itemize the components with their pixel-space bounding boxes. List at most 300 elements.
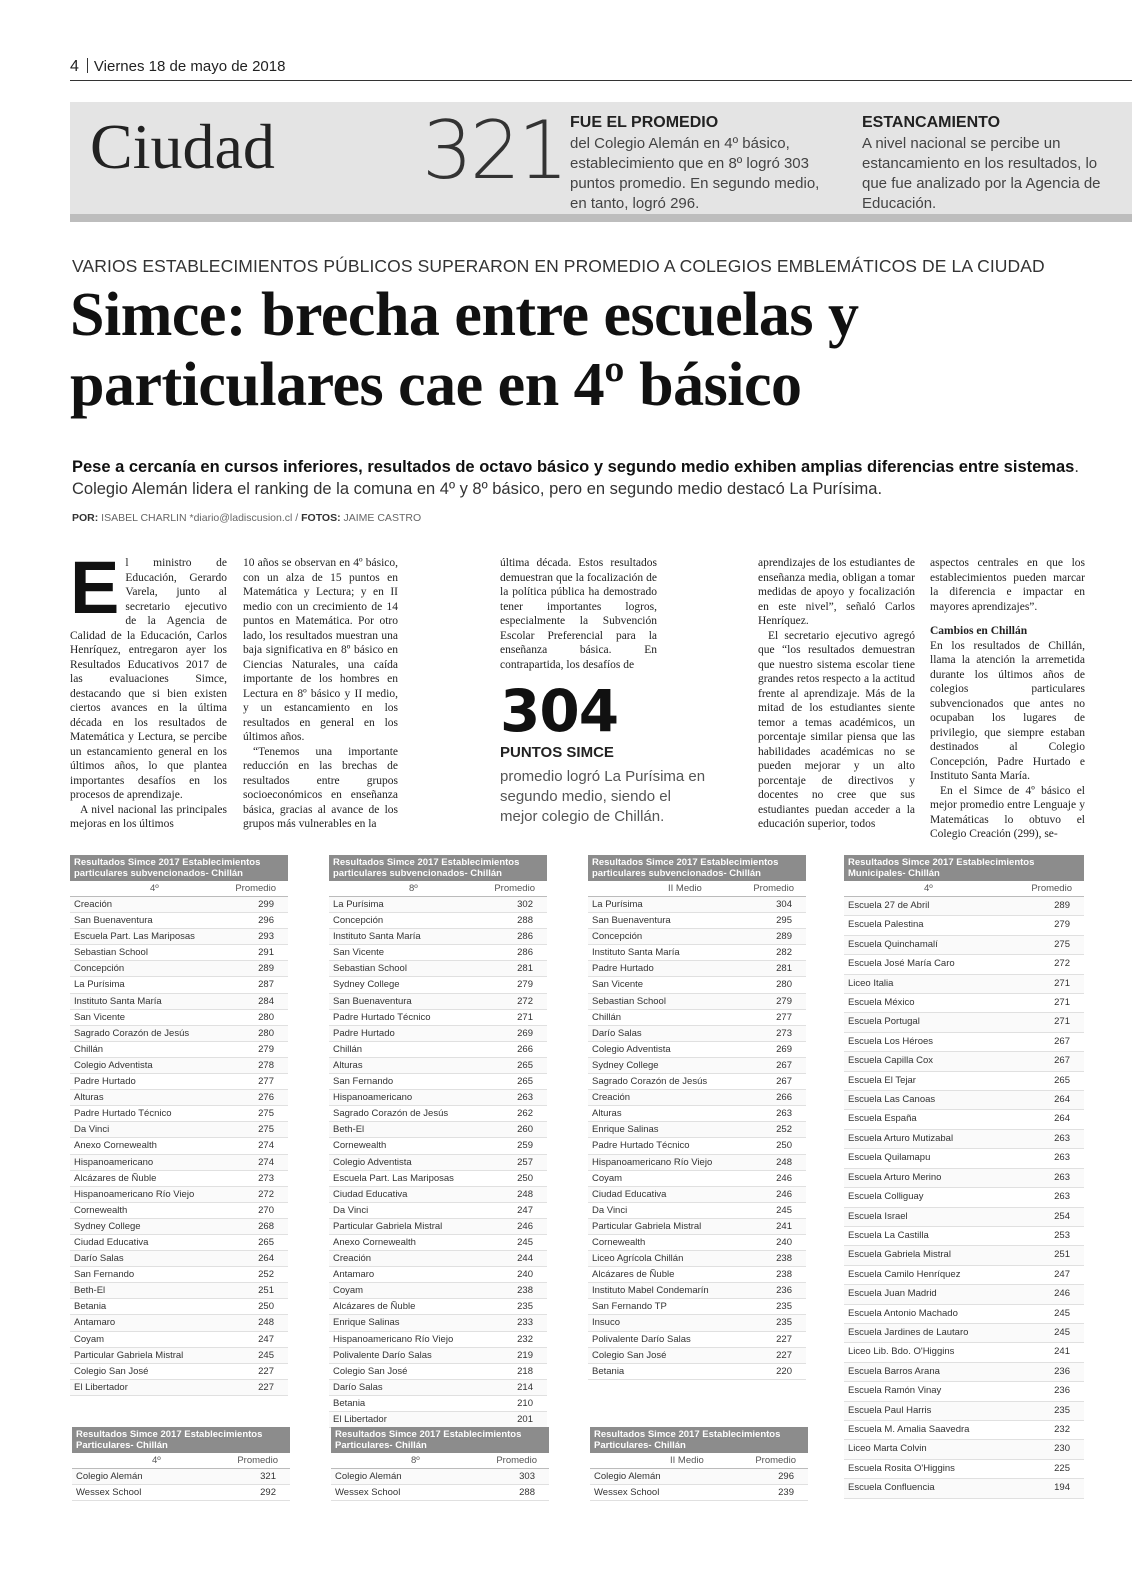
table-row: [329, 1058, 547, 1074]
school-name: Colegio San José: [333, 1365, 408, 1377]
score-value: 233: [517, 1317, 533, 1329]
school-name: El Libertador: [333, 1414, 387, 1425]
score-value: 253: [1054, 1229, 1070, 1241]
score-value: 257: [517, 1156, 533, 1168]
table-row: [844, 1382, 1084, 1401]
school-name: Antamaro: [74, 1317, 116, 1329]
school-name: Chillán: [333, 1043, 363, 1055]
column-header-average: Promedio: [496, 1455, 537, 1466]
school-name: Alcázares de Ñuble: [74, 1172, 157, 1184]
school-name: Betania: [74, 1301, 107, 1313]
score-value: 250: [517, 1172, 533, 1184]
score-value: 289: [1054, 900, 1070, 911]
table-row: [844, 955, 1084, 974]
score-value: 280: [258, 1011, 274, 1023]
score-value: 277: [776, 1011, 792, 1023]
table-row: [70, 1332, 288, 1348]
column-header-average: Promedio: [753, 883, 794, 894]
table-row: [844, 994, 1084, 1013]
column-header-average: Promedio: [235, 883, 276, 894]
table-header: [590, 1453, 808, 1469]
score-value: 302: [517, 899, 533, 910]
score-value: 262: [517, 1108, 533, 1120]
article-deck: [72, 456, 1134, 500]
school-name: Hispanoamericano: [333, 1092, 413, 1104]
score-value: 289: [776, 931, 792, 943]
article-column-2: [243, 556, 398, 832]
score-value: 246: [776, 1172, 792, 1184]
school-name: Colegio Alemán: [76, 1471, 143, 1482]
table-row: [329, 1412, 547, 1428]
school-name: San Fernando: [74, 1269, 135, 1281]
score-value: 288: [519, 1487, 535, 1499]
school-name: Liceo Agrícola Chillán: [592, 1253, 684, 1265]
table-row: [70, 1299, 288, 1315]
table-row: [588, 897, 806, 913]
score-value: 267: [1054, 1035, 1070, 1047]
article-column-3: [500, 556, 657, 672]
school-name: Escuela Los Héroes: [848, 1035, 934, 1047]
table-row: [588, 913, 806, 929]
school-name: Particular Gabriela Mistral: [74, 1349, 184, 1361]
table-row: [844, 1266, 1084, 1285]
table-row: [329, 1026, 547, 1042]
table-row: [70, 1187, 288, 1203]
score-value: 227: [258, 1365, 274, 1377]
school-name: Coyam: [74, 1333, 105, 1345]
table-row: [588, 1171, 806, 1187]
table-row: [844, 1246, 1084, 1265]
table-row: [329, 1235, 547, 1251]
table-row: [588, 1299, 806, 1315]
score-value: 299: [258, 899, 274, 910]
banner-big-number: 321: [422, 104, 566, 197]
fact-kicker: ESTANCAMIENTO: [862, 114, 1001, 131]
paragraph: En el Simce de 4º básico el mejor promedio entre Lenguaje y Matemáticas lo obtuvo el Colegio Creación (299), se-: [930, 784, 1085, 840]
school-name: Escuela M. Amalia Saavedra: [848, 1423, 970, 1435]
table-row: [329, 1074, 547, 1090]
school-name: Darío Salas: [333, 1381, 383, 1393]
table-row: [70, 961, 288, 977]
school-name: Betania: [592, 1365, 625, 1377]
byline: [72, 512, 421, 524]
table-row: [844, 1091, 1084, 1110]
score-value: 296: [258, 915, 274, 927]
byline-photographer: JAIME CASTRO: [343, 512, 422, 524]
score-value: 271: [517, 1011, 533, 1023]
score-value: 263: [776, 1108, 792, 1120]
table-row: [844, 1013, 1084, 1032]
table-header: [70, 881, 288, 897]
school-name: El Libertador: [74, 1381, 128, 1393]
pull-quote: [500, 677, 710, 827]
school-name: Liceo Marta Colvin: [848, 1443, 927, 1455]
score-value: 286: [517, 947, 533, 959]
table-title: Resultados Simce 2017 Establecimientos Particulares- Chillán: [331, 1427, 549, 1453]
school-name: Escuela 27 de Abril: [848, 900, 930, 911]
school-name: La Purísima: [333, 899, 384, 910]
table-row: [331, 1469, 549, 1485]
score-value: 251: [1054, 1249, 1070, 1261]
table-row: [588, 1058, 806, 1074]
score-value: 235: [517, 1301, 533, 1313]
table-row: [70, 1122, 288, 1138]
score-value: 265: [517, 1076, 533, 1088]
school-name: Hispanoamericano Río Viejo: [74, 1188, 195, 1200]
table-row: [588, 1042, 806, 1058]
score-value: 245: [258, 1349, 274, 1361]
score-value: 250: [258, 1301, 274, 1313]
table-row: [588, 1267, 806, 1283]
score-value: 235: [776, 1301, 792, 1313]
results-table-private-ii-medio: [590, 1427, 808, 1501]
table-row: [588, 1010, 806, 1026]
score-value: 284: [258, 995, 274, 1007]
table-row: [844, 1033, 1084, 1052]
school-name: Instituto Santa María: [74, 995, 162, 1007]
fact-kicker: FUE EL PROMEDIO: [570, 114, 719, 131]
school-name: Beth-El: [74, 1285, 106, 1297]
table-row: [70, 897, 288, 913]
paragraph: El secretario ejecutivo agregó que “los resultados demuestran que nuestro sistema escolar tiene grandes retos respecto a la actitud frente al aprendizaje. Más de la mitad de los estudiantes siente temor a temas académicos, un porcentaje similar piensa que las habilidades académicas no se pueden mejorar y un alto porcentaje de directivos y docentes no cree que sus estudiantes puedan acceder a la educación superior, todos: [758, 629, 915, 830]
school-name: Cornewealth: [592, 1236, 646, 1248]
score-value: 281: [776, 963, 792, 975]
school-name: Colegio Adventista: [74, 1059, 153, 1071]
score-value: 275: [258, 1124, 274, 1136]
school-name: Hispanoamericano Río Viejo: [333, 1333, 454, 1345]
score-value: 275: [1054, 938, 1070, 950]
score-value: 247: [1054, 1268, 1070, 1280]
school-name: Escuela Barros Arana: [848, 1365, 940, 1377]
column-header-level: II Medio: [670, 1455, 704, 1466]
score-value: 201: [517, 1414, 533, 1425]
table-row: [70, 1235, 288, 1251]
table-row: [70, 1090, 288, 1106]
table-row: [70, 1219, 288, 1235]
table-row: [329, 1187, 547, 1203]
score-value: 246: [517, 1220, 533, 1232]
table-row: [329, 913, 547, 929]
school-name: Colegio Adventista: [333, 1156, 412, 1168]
score-value: 194: [1054, 1482, 1070, 1494]
results-table-municipal-4: [844, 855, 1084, 1499]
table-body: [844, 897, 1084, 1499]
table-row: [329, 1010, 547, 1026]
table-body: [72, 1469, 290, 1501]
score-value: 263: [1054, 1191, 1070, 1203]
table-header: [331, 1453, 549, 1469]
school-name: Da Vinci: [592, 1204, 628, 1216]
score-value: 268: [258, 1220, 274, 1232]
score-value: 244: [517, 1253, 533, 1265]
score-value: 247: [258, 1333, 274, 1345]
table-row: [329, 1138, 547, 1154]
score-value: 240: [517, 1269, 533, 1281]
byline-author: ISABEL CHARLIN *diario@ladiscusion.cl /: [101, 512, 299, 524]
table-row: [70, 1267, 288, 1283]
table-row: [329, 961, 547, 977]
table-row: [844, 1421, 1084, 1440]
table-row: [844, 1072, 1084, 1091]
school-name: Escuela Rosita O'Higgins: [848, 1462, 955, 1474]
score-value: 287: [258, 979, 274, 991]
table-row: [844, 1149, 1084, 1168]
score-value: 273: [776, 1027, 792, 1039]
score-value: 304: [776, 899, 792, 910]
paragraph: [70, 546, 227, 803]
table-row: [844, 1440, 1084, 1459]
table-header: [329, 881, 547, 897]
results-table-subsidized-ii-medio: [588, 855, 806, 1380]
table-row: [70, 1155, 288, 1171]
school-name: Wessex School: [335, 1487, 401, 1499]
school-name: Escuela Part. Las Mariposas: [333, 1172, 454, 1184]
table-row: [590, 1469, 808, 1485]
score-value: 238: [776, 1253, 792, 1265]
score-value: 271: [1054, 997, 1070, 1009]
school-name: Polivalente Darío Salas: [333, 1349, 432, 1361]
table-row: [329, 994, 547, 1010]
table-row: [70, 1348, 288, 1364]
table-row: [329, 1364, 547, 1380]
school-name: La Purísima: [74, 979, 125, 991]
banner-fact-stagnation: [862, 113, 1112, 214]
pull-quote-text: promedio logró La Purísima en segundo medio, siendo el mejor colegio de Chillán.: [500, 768, 706, 825]
score-value: 236: [1054, 1365, 1070, 1377]
school-name: Particular Gabriela Mistral: [333, 1220, 443, 1232]
school-name: Sagrado Corazón de Jesús: [592, 1076, 708, 1088]
table-row: [329, 1396, 547, 1412]
table-row: [844, 897, 1084, 916]
table-row: [70, 1106, 288, 1122]
fact-text: A nivel nacional se percibe un estancamiento en los resultados, lo que fue analizado por la Agencia de Educación.: [862, 135, 1101, 212]
fact-text: del Colegio Alemán en 4º básico, establecimiento que en 8º logró 303 puntos promedio. En segundo medio, en tanto, logró 296.: [570, 135, 820, 212]
score-value: 296: [778, 1471, 794, 1482]
score-value: 227: [258, 1381, 274, 1393]
school-name: Enrique Salinas: [333, 1317, 400, 1329]
score-value: 264: [1054, 1113, 1070, 1125]
table-row: [329, 1251, 547, 1267]
score-value: 245: [1054, 1326, 1070, 1338]
score-value: 251: [258, 1285, 274, 1297]
table-row: [588, 1364, 806, 1380]
score-value: 248: [776, 1156, 792, 1168]
table-title: Resultados Simce 2017 Establecimientos particulares subvencionados- Chillán: [329, 855, 547, 881]
school-name: Hispanoamericano: [74, 1156, 154, 1168]
school-name: Anexo Cornewealth: [333, 1236, 416, 1248]
table-row: [844, 1169, 1084, 1188]
score-value: 269: [517, 1027, 533, 1039]
table-row: [70, 1283, 288, 1299]
school-name: Instituto Mabel Condemarín: [592, 1285, 709, 1297]
score-value: 252: [258, 1269, 274, 1281]
score-value: 281: [517, 963, 533, 975]
score-value: 240: [776, 1236, 792, 1248]
table-row: [329, 1332, 547, 1348]
score-value: 293: [258, 931, 274, 943]
score-value: 248: [258, 1317, 274, 1329]
score-value: 263: [1054, 1132, 1070, 1144]
score-value: 247: [517, 1204, 533, 1216]
table-header: [844, 881, 1084, 897]
table-row: [588, 977, 806, 993]
table-row: [329, 1106, 547, 1122]
score-value: 263: [1054, 1152, 1070, 1164]
results-table-private-8: [331, 1427, 549, 1501]
score-value: 295: [776, 915, 792, 927]
school-name: Padre Hurtado: [74, 1076, 136, 1088]
school-name: Hispanoamericano Río Viejo: [592, 1156, 713, 1168]
school-name: Escuela Colliguay: [848, 1191, 924, 1203]
school-name: Concepción: [333, 915, 384, 927]
banner-fact-average: [570, 113, 820, 214]
table-row: [844, 1130, 1084, 1149]
score-value: 266: [517, 1043, 533, 1055]
table-row: [844, 1324, 1084, 1343]
school-name: Sebastian School: [333, 963, 407, 975]
school-name: Darío Salas: [74, 1253, 124, 1265]
school-name: Insuco: [592, 1317, 620, 1329]
table-row: [844, 1208, 1084, 1227]
school-name: Colegio Adventista: [592, 1043, 671, 1055]
table-row: [588, 1251, 806, 1267]
school-name: Chillán: [592, 1011, 622, 1023]
school-name: La Purísima: [592, 899, 643, 910]
score-value: 274: [258, 1156, 274, 1168]
table-row: [844, 1402, 1084, 1421]
score-value: 272: [1054, 958, 1070, 970]
score-value: 235: [1054, 1404, 1070, 1416]
score-value: 292: [260, 1487, 276, 1499]
page-folio: [70, 58, 285, 76]
paragraph: aspectos centrales en que los establecimientos pueden marcar la diferencia e impactar en mayores aprendizajes”.: [930, 557, 1085, 613]
school-name: Escuela Quilamapu: [848, 1152, 931, 1164]
article-overline: VARIOS ESTABLECIMIENTOS PÚBLICOS SUPERARON EN PROMEDIO A COLEGIOS EMBLEMÁTICOS DE LA CIUDAD: [72, 256, 1045, 276]
table-body: [331, 1469, 549, 1501]
table-row: [70, 945, 288, 961]
table-row: [329, 1315, 547, 1331]
column-header-average: Promedio: [494, 883, 535, 894]
table-row: [329, 1267, 547, 1283]
score-value: 267: [776, 1076, 792, 1088]
table-row: [588, 1315, 806, 1331]
school-name: Chillán: [74, 1043, 104, 1055]
score-value: 227: [776, 1349, 792, 1361]
score-value: 269: [776, 1043, 792, 1055]
score-value: 321: [260, 1471, 276, 1482]
score-value: 265: [1054, 1074, 1070, 1086]
school-name: Cornewealth: [333, 1140, 387, 1152]
table-row: [844, 1052, 1084, 1071]
table-row: [70, 1010, 288, 1026]
school-name: Alcázares de Ñuble: [592, 1269, 675, 1281]
table-row: [329, 1122, 547, 1138]
column-header-level: 4º: [924, 883, 933, 894]
column-header-average: Promedio: [755, 1455, 796, 1466]
top-rule: [70, 80, 1132, 81]
table-row: [329, 929, 547, 945]
table-header: [588, 881, 806, 897]
table-row: [588, 1090, 806, 1106]
article-column-1: [70, 546, 227, 832]
score-value: 270: [258, 1204, 274, 1216]
score-value: 265: [517, 1059, 533, 1071]
school-name: Liceo Lib. Bdo. O'Higgins: [848, 1346, 955, 1358]
subhead: Cambios en Chillán: [930, 625, 1028, 637]
school-name: Colegio San José: [592, 1349, 667, 1361]
table-row: [70, 1171, 288, 1187]
score-value: 264: [258, 1253, 274, 1265]
school-name: Antamaro: [333, 1269, 375, 1281]
table-row: [70, 1380, 288, 1396]
school-name: San Fernando TP: [592, 1301, 667, 1313]
table-row: [588, 1332, 806, 1348]
table-row: [329, 1299, 547, 1315]
table-title: Resultados Simce 2017 Establecimientos particulares subvencionados- Chillán: [70, 855, 288, 881]
score-value: 218: [517, 1365, 533, 1377]
score-value: 265: [258, 1236, 274, 1248]
school-name: Colegio Alemán: [594, 1471, 661, 1482]
school-name: Sagrado Corazón de Jesús: [333, 1108, 449, 1120]
table-row: [588, 1026, 806, 1042]
school-name: Escuela Gabriela Mistral: [848, 1249, 951, 1261]
table-body: [70, 897, 288, 1396]
score-value: 274: [258, 1140, 274, 1152]
school-name: Escuela Paul Harris: [848, 1404, 932, 1416]
score-value: 238: [776, 1269, 792, 1281]
results-table-private-4: [72, 1427, 290, 1501]
school-name: Sebastian School: [74, 947, 148, 959]
score-value: 288: [517, 915, 533, 927]
school-name: San Vicente: [592, 979, 644, 991]
table-row: [588, 929, 806, 945]
score-value: 279: [517, 979, 533, 991]
school-name: Escuela Part. Las Mariposas: [74, 931, 195, 943]
school-name: Alturas: [74, 1092, 104, 1104]
school-name: Da Vinci: [74, 1124, 110, 1136]
score-value: 220: [776, 1365, 792, 1377]
school-name: San Buenaventura: [333, 995, 412, 1007]
school-name: Enrique Salinas: [592, 1124, 659, 1136]
table-row: [70, 1026, 288, 1042]
byline-label: POR:: [72, 512, 99, 524]
table-row: [329, 897, 547, 913]
school-name: Coyam: [333, 1285, 364, 1297]
table-row: [588, 1074, 806, 1090]
school-name: Alturas: [592, 1108, 622, 1120]
school-name: Escuela Jardines de Lautaro: [848, 1326, 969, 1338]
table-row: [588, 1283, 806, 1299]
school-name: Cornewealth: [74, 1204, 128, 1216]
school-name: Colegio San José: [74, 1365, 149, 1377]
school-name: Liceo Italia: [848, 977, 894, 989]
table-row: [588, 1187, 806, 1203]
score-value: 267: [776, 1059, 792, 1071]
column-header-average: Promedio: [1031, 883, 1072, 894]
score-value: 279: [258, 1043, 274, 1055]
school-name: Escuela Las Canoas: [848, 1094, 936, 1106]
score-value: 210: [517, 1397, 533, 1409]
table-row: [329, 1203, 547, 1219]
folio-separator: [87, 58, 88, 73]
score-value: 245: [776, 1204, 792, 1216]
score-value: 241: [776, 1220, 792, 1232]
table-row: [329, 1042, 547, 1058]
school-name: Sydney College: [333, 979, 400, 991]
score-value: 289: [258, 963, 274, 975]
school-name: Colegio Alemán: [335, 1471, 402, 1482]
score-value: 232: [517, 1333, 533, 1345]
